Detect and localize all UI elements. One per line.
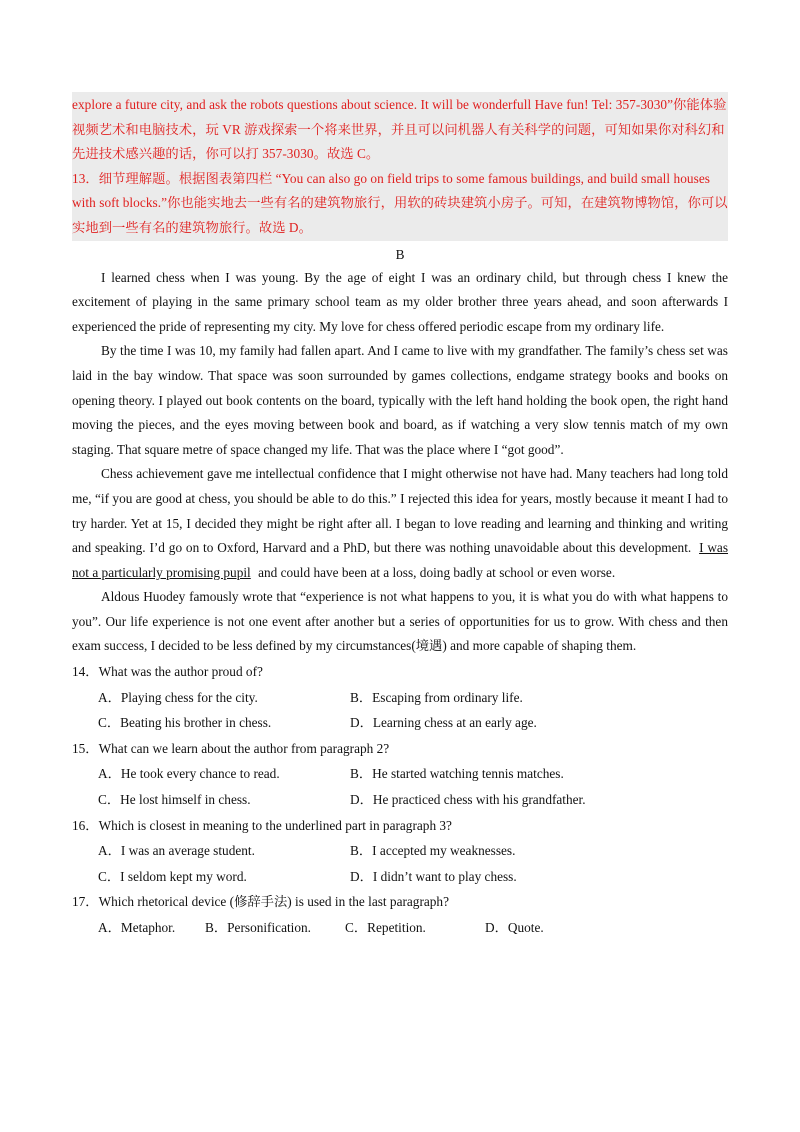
document-page <box>72 92 728 941</box>
option-a: A．Metaphor. <box>98 920 176 935</box>
option-b: B．Personification. <box>205 920 311 935</box>
option-c: C．He lost himself in chess. <box>98 792 251 808</box>
option-a: A．I was an average student. <box>98 843 255 859</box>
option-a: A．He took every chance to read. <box>98 766 280 782</box>
answer-explanation-12: explore a future city, and ask the robots questions about science. It will be wonderfull Have fun! Tel: 357-3030”你能体验视频艺术和电脑技术，玩 VR 游戏探索一个将来世界，并且可以问机器人有关科学的问题，可知如果你对科幻和先进技术感兴趣的话，你可以打 357-3030。故选 C。 <box>72 97 727 162</box>
question-stem: 16．Which is closest in meaning to the underlined part in paragraph 3? <box>72 817 452 833</box>
option-b: B．Escaping from ordinary life. <box>350 689 523 705</box>
option-a: A．Playing chess for the city. <box>98 689 258 705</box>
option-c: C．Repetition. <box>345 920 426 935</box>
option-c: C．I seldom kept my word. <box>98 868 247 884</box>
option-b: B．I accepted my weaknesses. <box>350 843 516 859</box>
option-d: D．I didn’t want to play chess. <box>350 868 517 884</box>
question-15 <box>72 736 728 813</box>
question-stem: 17．Which rhetorical device (修辞手法) is used in the last paragraph? <box>72 894 449 910</box>
question-stem: 15．What can we learn about the author from paragraph 2? <box>72 740 390 756</box>
option-d: D．He practiced chess with his grandfather. <box>350 792 586 808</box>
question-14 <box>72 659 728 736</box>
paragraph-3-text-after: and could have been at a loss, doing badly at school or even worse. <box>258 564 616 580</box>
answer-explanation-13: 13．细节理解题。根据图表第四栏 “You can also go on field trips to some famous buildings, and build small houses with soft blocks.”你也能实地去一些有名的建筑物旅行，用软的砖块建筑小房子。可知，在建筑物博物馆，你可以实地到一些有名的建筑物旅行。故选 D。 <box>72 170 728 235</box>
option-b: B．He started watching tennis matches. <box>350 766 564 782</box>
passage-paragraph-1: I learned chess when I was young. By the age of eight I was an ordinary child, but through chess I knew the excitement of playing in the same primary school team as my older brother three years ahead, and soon afterwards I experienced the pride of representing my city. My love for chess offered periodic escape from my ordinary life. <box>72 269 728 334</box>
option-c: C．Beating his brother in chess. <box>98 715 272 731</box>
section-title: B <box>395 246 405 262</box>
passage-paragraph-2: By the time I was 10, my family had fallen apart. And I came to live with my grandfather. The family’s chess set was laid in the bay window. That space was soon surrounded by games collections, endgame strategy books and books on opening theory. I played out book contents on the board, typically with the left hand holding the book open, the right hand moving the pieces, and the eyes moving between book and board, as if watching a very slow tennis match of my own staging. That square metre of space changed my life. That was the place where I “got good”. <box>72 343 728 457</box>
question-16 <box>72 813 728 890</box>
paragraph-3-text-before: Chess achievement gave me intellectual confidence that I might otherwise not have had. Many teachers had long told me, “if you are good at chess, you should be able to do this.” I rejected this idea for years, mostly because it meant I had to try harder. Yet at 15, I decided they might be right after all. I began to love reading and learning and thinking and writing and speaking. I’d go on to Oxford, Harvard and a PhD, but there was nothing unavoidable about this development. <box>72 466 728 556</box>
passage-paragraph-3 <box>72 462 728 585</box>
option-d: D．Quote. <box>485 920 544 935</box>
reading-passage <box>72 266 728 660</box>
underlined-phrase: I was not a particularly promising pupil <box>72 540 729 580</box>
answer-explanation-box <box>72 92 728 241</box>
passage-paragraph-4: Aldous Huodey famously wrote that “experience is not what happens to you, it is what you do with what happens to you”. Our life experience is not one event after another but a series of opportunities for us to grow. With chess and then exam success, I decided to be less defined by my circumstances(境遇) and more capable of shaping them. <box>72 589 728 654</box>
option-d: D．Learning chess at an early age. <box>350 715 537 731</box>
question-17 <box>72 889 728 940</box>
question-stem: 14．What was the author proud of? <box>72 664 263 680</box>
